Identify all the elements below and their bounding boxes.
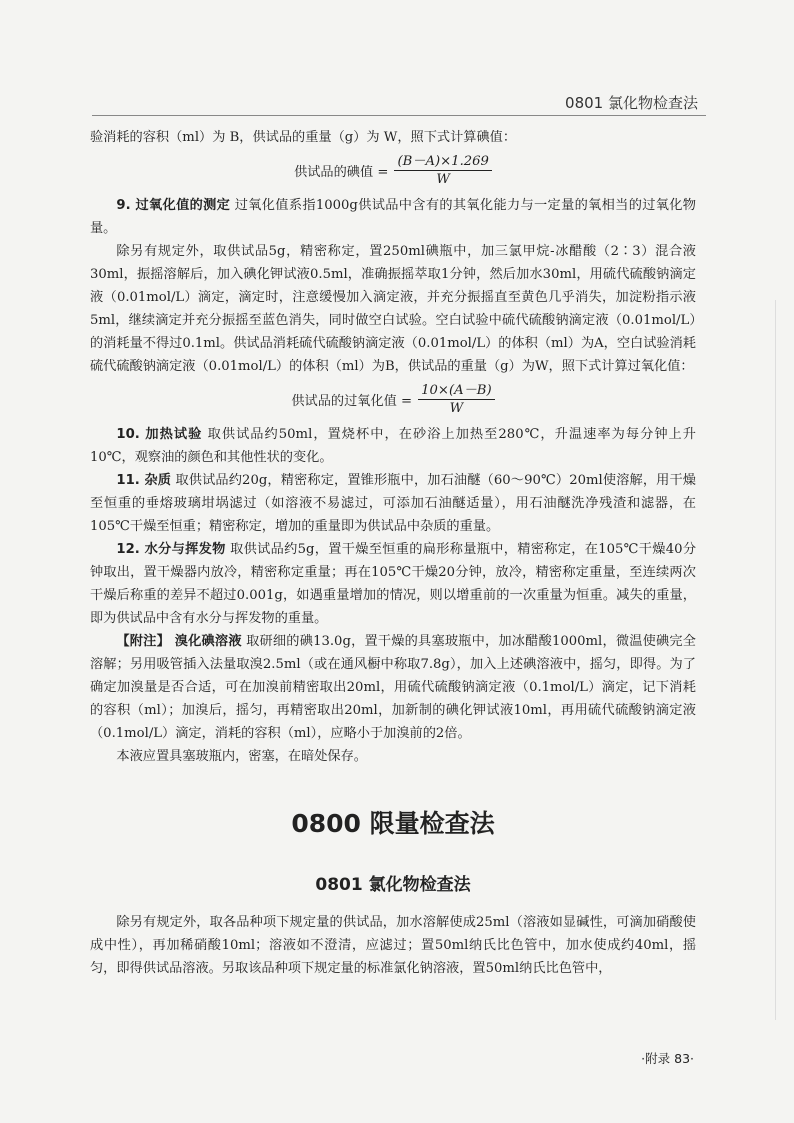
formula-lhs: 供试品的碘值 = <box>294 165 389 180</box>
section-9-heading: 9. 过氧化值的测定 <box>116 198 231 213</box>
formula-denominator: W <box>436 172 450 187</box>
intro-paragraph: 验消耗的容积（ml）为 B，供试品的重量（g）为 W，照下式计算碘值： <box>90 130 517 145</box>
section-11 <box>90 469 696 538</box>
section-10-text: 取供试品约50ml，置烧杯中，在砂浴上加热至280℃，升温速率为每分钟上升10℃，观察油的颜色和其他性状的变化。 <box>90 427 696 465</box>
section-11-text: 取供试品约20g，精密称定，置锥形瓶中，加石油醚（60～90℃）20ml使溶解，用干燥至恒重的垂熔玻璃坩埚滤过（如溶液不易滤过，可添加石油醚适量），用石油醚洗净残渣和滤器，在105℃干燥至恒重；精密称定，增加的重量即为供试品中杂质的重量。 <box>90 473 696 534</box>
section-9-text: 过氧化值系指1000g供试品中含有的其氧化能力与一定量的氧相当的过氧化物量。 <box>90 198 696 236</box>
chapter-title: 0800 限量检查法 <box>291 809 495 838</box>
note-paragraph <box>90 630 696 745</box>
section-12-heading: 12. 水分与挥发物 <box>116 542 226 557</box>
formula-numerator: (B－A)×1.269 <box>394 153 492 171</box>
section-11-heading: 11. 杂质 <box>116 473 172 488</box>
formula-fraction <box>418 382 495 417</box>
formula-lhs: 供试品的过氧化值 = <box>291 394 413 409</box>
peroxide-value-formula <box>90 382 696 417</box>
section-0801-paragraph: 除另有规定外，取各品种项下规定量的供试品，加水溶解使成25ml（溶液如显碱性，可滴加硝酸使成中性），再加稀硝酸10ml；溶液如不澄清，应滤过；置50ml纳氏比色管中，加水使成约40ml，摇匀，即得供试品溶液。另取该品种项下规定量的标准氯化钠溶液，置50ml纳氏比色管中， <box>90 915 696 976</box>
formula-denominator: W <box>449 401 464 416</box>
page-footer: ·附录 83· <box>641 1051 694 1066</box>
section-10-heading: 10. 加热试验 <box>116 427 203 442</box>
formula-fraction <box>394 153 492 188</box>
section-12-text: 取供试品约5g，置干燥至恒重的扁形称量瓶中，精密称定，在105℃干燥40分钟取出，置干燥器内放冷，精密称定重量；再在105℃干燥20分钟，放冷，精密称定重量，至连续两次干燥后称重的差异不超过0.001g，如遇重量增加的情况，则以增重前的一次重量为恒重。减失的重量，即为供试品中含有水分与挥发物的重量。 <box>90 542 697 626</box>
section-title: 0801 氯化物检查法 <box>315 875 471 895</box>
section-12 <box>90 538 696 630</box>
storage-paragraph: 本液应置具塞玻瓶内，密塞，在暗处保存。 <box>116 749 367 764</box>
section-9-paragraph-2: 除另有规定外，取供试品5g，精密称定，置250ml碘瓶中，加三氯甲烷-冰醋酸（2∶3）混合液30ml，振摇溶解后，加入碘化钾试液0.5ml，准确振摇萃取1分钟，然后加水30ml，用硫代硫酸钠滴定液（0.01mol/L）滴定，滴定时，注意缓慢加入滴定液，并充分振摇直至黄色几乎消失，加淀粉指示液5ml，继续滴定并充分振摇至蓝色消失，同时做空白试验。空白试验中硫代硫酸钠滴定液（0.01mol/L）的消耗量不得过0.1ml。供试品消耗硫代硫酸钠滴定液（0.01mol/L）的体积（ml）为A，空白试验消耗硫代硫酸钠滴定液（0.01mol/L）的体积（ml）为B，供试品的重量（g）为W，照下式计算过氧化值： <box>90 244 696 374</box>
header-rule <box>92 115 706 116</box>
section-9 <box>90 194 696 240</box>
note-text: 取研细的碘13.0g，置干燥的具塞玻瓶中，加冰醋酸1000ml，微温使碘完全溶解；另用吸管插入法量取溴2.5ml（或在通风橱中称取7.8g），加入上述碘溶液中，摇匀，即得。为了确定加溴量是否合适，可在加溴前精密取出20ml，用硫代硫酸钠滴定液（0.1mol/L）滴定，记下消耗的容积（ml）；加溴后，摇匀，再精密取出20ml，加新制的碘化钾试液10ml，再用硫代硫酸钠滴定液（0.1mol/L）滴定，消耗的容积（ml），应略小于加溴前的2倍。 <box>90 634 696 741</box>
note-heading: 【附注】 溴化碘溶液 <box>116 634 242 649</box>
page-edge-line <box>775 300 776 1020</box>
formula-numerator: 10×(A－B) <box>418 382 495 400</box>
body-text <box>90 126 696 980</box>
section-10 <box>90 423 696 469</box>
iodine-value-formula <box>90 153 696 188</box>
running-header: 0801 氯化物检查法 <box>565 94 698 112</box>
